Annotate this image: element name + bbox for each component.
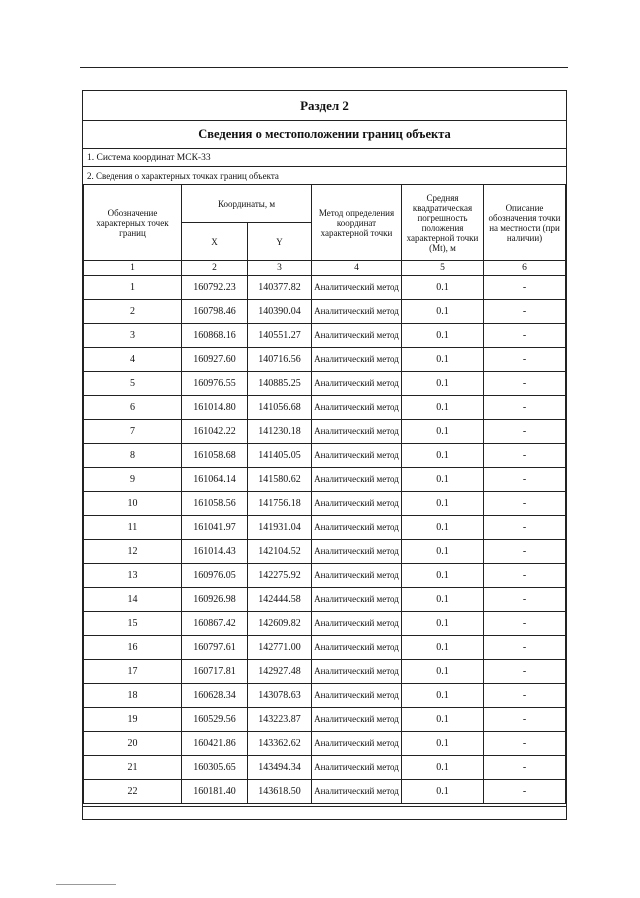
method-cell: Аналитический метод <box>312 636 402 660</box>
column-number: 5 <box>402 261 484 276</box>
description-cell: - <box>484 468 566 492</box>
document-frame <box>82 90 567 820</box>
error-cell: 0.1 <box>402 708 484 732</box>
error-cell: 0.1 <box>402 756 484 780</box>
points-table-body <box>84 276 566 804</box>
point-number-cell: 18 <box>84 684 182 708</box>
description-cell: - <box>484 348 566 372</box>
table-tail-row <box>83 806 566 819</box>
method-cell: Аналитический метод <box>312 780 402 804</box>
point-number-cell: 17 <box>84 660 182 684</box>
method-cell: Аналитический метод <box>312 396 402 420</box>
table-row <box>84 276 566 300</box>
description-cell: - <box>484 396 566 420</box>
description-cell: - <box>484 636 566 660</box>
table-row <box>84 612 566 636</box>
points-heading: 2. Сведения о характерных точках границ объекта <box>87 170 279 181</box>
point-number-cell: 16 <box>84 636 182 660</box>
y-coordinate-cell: 142771.00 <box>248 636 312 660</box>
method-cell: Аналитический метод <box>312 588 402 612</box>
y-coordinate-cell: 140390.04 <box>248 300 312 324</box>
y-coordinate-cell: 143223.87 <box>248 708 312 732</box>
error-cell: 0.1 <box>402 396 484 420</box>
error-cell: 0.1 <box>402 564 484 588</box>
header-x: X <box>182 223 248 261</box>
y-coordinate-cell: 143618.50 <box>248 780 312 804</box>
error-cell: 0.1 <box>402 612 484 636</box>
x-coordinate-cell: 160628.34 <box>182 684 248 708</box>
method-cell: Аналитический метод <box>312 756 402 780</box>
page-top-rule <box>80 67 568 68</box>
x-coordinate-cell: 161014.80 <box>182 396 248 420</box>
table-row <box>84 756 566 780</box>
x-coordinate-cell: 160797.61 <box>182 636 248 660</box>
y-coordinate-cell: 141931.04 <box>248 516 312 540</box>
table-row <box>84 732 566 756</box>
section-title: Раздел 2 <box>83 91 566 121</box>
x-coordinate-cell: 160976.05 <box>182 564 248 588</box>
y-coordinate-cell: 140377.82 <box>248 276 312 300</box>
y-coordinate-cell: 143494.34 <box>248 756 312 780</box>
header-point-designation: Обозначение характерных точек границ <box>84 185 182 261</box>
description-cell: - <box>484 324 566 348</box>
point-number-cell: 7 <box>84 420 182 444</box>
description-cell: - <box>484 492 566 516</box>
x-coordinate-cell: 160927.60 <box>182 348 248 372</box>
x-coordinate-cell: 161014.43 <box>182 540 248 564</box>
point-number-cell: 15 <box>84 612 182 636</box>
column-number: 2 <box>182 261 248 276</box>
x-coordinate-cell: 160868.16 <box>182 324 248 348</box>
method-cell: Аналитический метод <box>312 684 402 708</box>
method-cell: Аналитический метод <box>312 348 402 372</box>
x-coordinate-cell: 160529.56 <box>182 708 248 732</box>
column-number: 1 <box>84 261 182 276</box>
x-coordinate-cell: 160926.98 <box>182 588 248 612</box>
table-row <box>84 444 566 468</box>
method-cell: Аналитический метод <box>312 708 402 732</box>
y-coordinate-cell: 143078.63 <box>248 684 312 708</box>
method-cell: Аналитический метод <box>312 300 402 324</box>
x-coordinate-cell: 160798.46 <box>182 300 248 324</box>
y-coordinate-cell: 142927.48 <box>248 660 312 684</box>
description-cell: - <box>484 444 566 468</box>
error-cell: 0.1 <box>402 732 484 756</box>
y-coordinate-cell: 140551.27 <box>248 324 312 348</box>
description-cell: - <box>484 708 566 732</box>
method-cell: Аналитический метод <box>312 540 402 564</box>
table-row <box>84 636 566 660</box>
x-coordinate-cell: 161064.14 <box>182 468 248 492</box>
table-row <box>84 564 566 588</box>
error-cell: 0.1 <box>402 468 484 492</box>
table-row <box>84 372 566 396</box>
point-number-cell: 13 <box>84 564 182 588</box>
header-description: Описание обозначения точки на местности (при наличии) <box>484 185 566 261</box>
method-cell: Аналитический метод <box>312 660 402 684</box>
x-coordinate-cell: 160792.23 <box>182 276 248 300</box>
table-row <box>84 468 566 492</box>
point-number-cell: 2 <box>84 300 182 324</box>
header-coordinates: Координаты, м <box>182 185 312 223</box>
y-coordinate-cell: 142609.82 <box>248 612 312 636</box>
point-number-cell: 10 <box>84 492 182 516</box>
error-cell: 0.1 <box>402 444 484 468</box>
y-coordinate-cell: 141756.18 <box>248 492 312 516</box>
error-cell: 0.1 <box>402 420 484 444</box>
description-cell: - <box>484 660 566 684</box>
method-cell: Аналитический метод <box>312 516 402 540</box>
method-cell: Аналитический метод <box>312 420 402 444</box>
points-table <box>83 184 566 804</box>
description-cell: - <box>484 420 566 444</box>
error-cell: 0.1 <box>402 684 484 708</box>
error-cell: 0.1 <box>402 516 484 540</box>
method-cell: Аналитический метод <box>312 324 402 348</box>
header-method: Метод определения координат характерной точки <box>312 185 402 261</box>
table-row <box>84 420 566 444</box>
point-number-cell: 4 <box>84 348 182 372</box>
method-cell: Аналитический метод <box>312 492 402 516</box>
description-cell: - <box>484 564 566 588</box>
column-number: 6 <box>484 261 566 276</box>
method-cell: Аналитический метод <box>312 564 402 588</box>
y-coordinate-cell: 142275.92 <box>248 564 312 588</box>
table-row <box>84 348 566 372</box>
point-number-cell: 1 <box>84 276 182 300</box>
point-number-cell: 3 <box>84 324 182 348</box>
table-row <box>84 588 566 612</box>
table-row <box>84 684 566 708</box>
x-coordinate-cell: 161058.56 <box>182 492 248 516</box>
point-number-cell: 21 <box>84 756 182 780</box>
x-coordinate-cell: 160867.42 <box>182 612 248 636</box>
method-cell: Аналитический метод <box>312 732 402 756</box>
method-cell: Аналитический метод <box>312 444 402 468</box>
point-number-cell: 14 <box>84 588 182 612</box>
description-cell: - <box>484 588 566 612</box>
description-cell: - <box>484 276 566 300</box>
x-coordinate-cell: 160305.65 <box>182 756 248 780</box>
x-coordinate-cell: 161041.97 <box>182 516 248 540</box>
description-cell: - <box>484 780 566 804</box>
error-cell: 0.1 <box>402 588 484 612</box>
column-number: 3 <box>248 261 312 276</box>
table-row <box>84 324 566 348</box>
x-coordinate-cell: 161042.22 <box>182 420 248 444</box>
error-cell: 0.1 <box>402 636 484 660</box>
x-coordinate-cell: 160421.86 <box>182 732 248 756</box>
x-coordinate-cell: 161058.68 <box>182 444 248 468</box>
point-number-cell: 5 <box>84 372 182 396</box>
x-coordinate-cell: 160717.81 <box>182 660 248 684</box>
y-coordinate-cell: 140716.56 <box>248 348 312 372</box>
y-coordinate-cell: 142444.58 <box>248 588 312 612</box>
y-coordinate-cell: 143362.62 <box>248 732 312 756</box>
y-coordinate-cell: 141230.18 <box>248 420 312 444</box>
point-number-cell: 12 <box>84 540 182 564</box>
y-coordinate-cell: 142104.52 <box>248 540 312 564</box>
error-cell: 0.1 <box>402 540 484 564</box>
table-row <box>84 492 566 516</box>
method-cell: Аналитический метод <box>312 468 402 492</box>
error-cell: 0.1 <box>402 780 484 804</box>
error-cell: 0.1 <box>402 300 484 324</box>
description-cell: - <box>484 540 566 564</box>
error-cell: 0.1 <box>402 372 484 396</box>
method-cell: Аналитический метод <box>312 372 402 396</box>
x-coordinate-cell: 160976.55 <box>182 372 248 396</box>
point-number-cell: 11 <box>84 516 182 540</box>
error-cell: 0.1 <box>402 276 484 300</box>
table-row <box>84 396 566 420</box>
description-cell: - <box>484 516 566 540</box>
error-cell: 0.1 <box>402 660 484 684</box>
description-cell: - <box>484 756 566 780</box>
point-number-cell: 20 <box>84 732 182 756</box>
y-coordinate-cell: 141580.62 <box>248 468 312 492</box>
point-number-cell: 19 <box>84 708 182 732</box>
point-number-cell: 22 <box>84 780 182 804</box>
table-row <box>84 780 566 804</box>
description-cell: - <box>484 612 566 636</box>
point-number-cell: 9 <box>84 468 182 492</box>
error-cell: 0.1 <box>402 492 484 516</box>
page-bottom-mark <box>56 884 116 885</box>
method-cell: Аналитический метод <box>312 276 402 300</box>
coord-system-line: 1. Система координат МСК-33 <box>83 149 566 167</box>
point-number-cell: 8 <box>84 444 182 468</box>
y-coordinate-cell: 141405.05 <box>248 444 312 468</box>
y-coordinate-cell: 140885.25 <box>248 372 312 396</box>
point-number-cell: 6 <box>84 396 182 420</box>
description-cell: - <box>484 684 566 708</box>
method-cell: Аналитический метод <box>312 612 402 636</box>
y-coordinate-cell: 141056.68 <box>248 396 312 420</box>
header-y: Y <box>248 223 312 261</box>
column-number: 4 <box>312 261 402 276</box>
table-row <box>84 300 566 324</box>
description-cell: - <box>484 300 566 324</box>
x-coordinate-cell: 160181.40 <box>182 780 248 804</box>
section-subtitle: Сведения о местоположении границ объекта <box>83 121 566 149</box>
description-cell: - <box>484 372 566 396</box>
description-cell: - <box>484 732 566 756</box>
table-row <box>84 540 566 564</box>
header-error: Средняя квадратическая погрешность положения характерной точки (Mt), м <box>402 185 484 261</box>
table-row <box>84 708 566 732</box>
table-row <box>84 660 566 684</box>
error-cell: 0.1 <box>402 324 484 348</box>
error-cell: 0.1 <box>402 348 484 372</box>
table-row <box>84 516 566 540</box>
